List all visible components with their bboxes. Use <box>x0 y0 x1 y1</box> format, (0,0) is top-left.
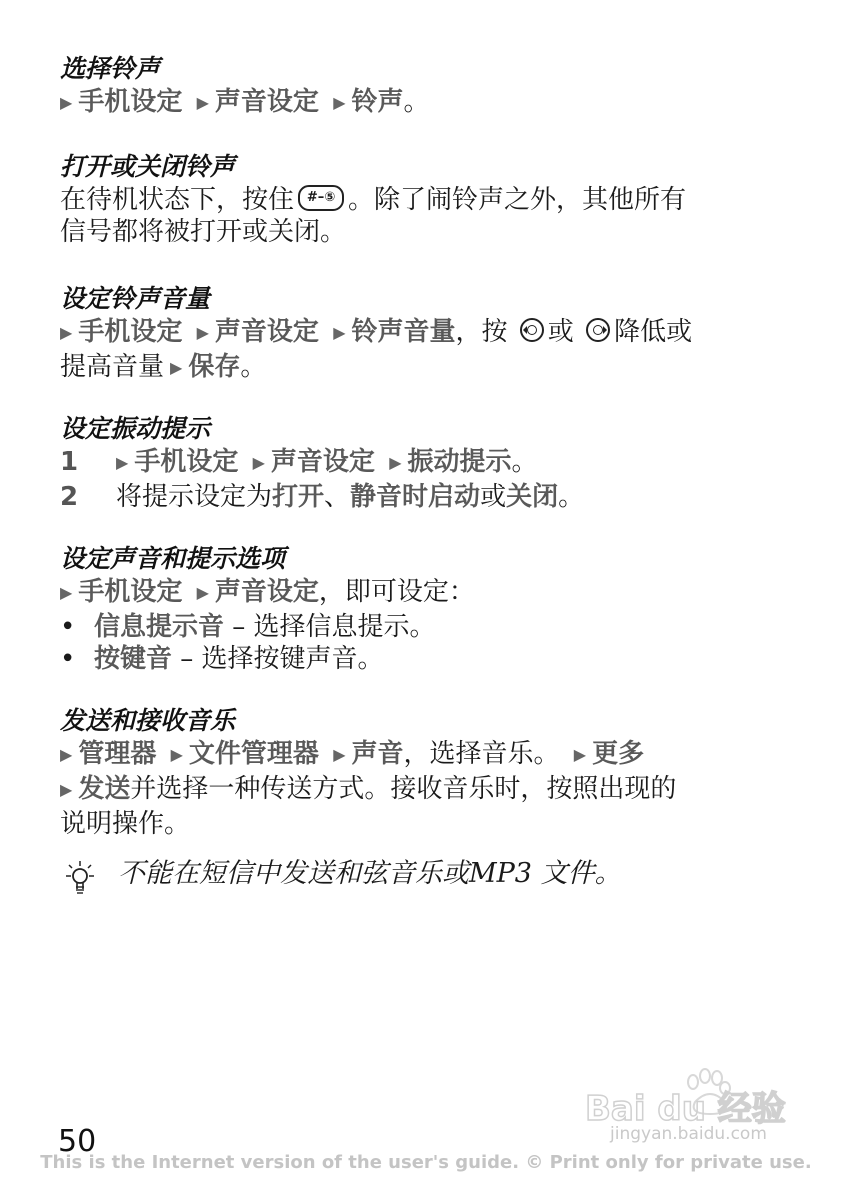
baidu-watermark-logo <box>585 1062 815 1162</box>
menu-path: 保存 <box>188 352 241 382</box>
menu-path: 声音设定 <box>214 577 319 607</box>
heading: 打开或关闭铃声 <box>60 152 236 181</box>
hash-key-icon: #–⑤ <box>298 185 344 211</box>
paragraph <box>60 576 800 611</box>
arrow-icon: ▶ <box>60 780 73 799</box>
arrow-icon: ▶ <box>60 323 73 342</box>
arrow-icon: ▶ <box>170 745 183 764</box>
arrow-icon: ▶ <box>389 453 402 472</box>
text: ，按 <box>455 317 508 347</box>
option-term: 关闭 <box>506 482 559 512</box>
page-number: 50 <box>58 1124 97 1159</box>
paragraph <box>60 184 800 216</box>
arrow-icon: ▶ <box>60 583 73 602</box>
menu-path: 声音设定 <box>214 87 319 117</box>
text: ，即可设定： <box>318 577 475 607</box>
text: 并选择一种传送方式。接收音乐时，按照出现的 <box>130 774 677 804</box>
section-sound-alert-options <box>60 542 800 675</box>
menu-path: 铃声 <box>351 87 404 117</box>
menu-path: 声音设定 <box>270 447 375 477</box>
text: 将提示设定为 <box>116 482 273 512</box>
menu-path: 铃声音量 <box>351 317 456 347</box>
option-term: 按键音 <box>94 644 173 674</box>
section-send-receive-music <box>60 704 800 840</box>
bullet-icon: • <box>60 644 76 674</box>
step-number: 1 <box>60 447 79 477</box>
watermark-logo-text: Bai du 经验 <box>585 1089 786 1129</box>
punct: 。 <box>240 352 267 382</box>
section-toggle-ringtone <box>60 150 800 248</box>
text: 在待机状态下，按住 <box>60 185 295 215</box>
step-2 <box>60 481 800 513</box>
menu-path: 发送 <box>78 774 131 804</box>
list-item <box>60 611 800 643</box>
heading: 设定铃声音量 <box>60 284 211 313</box>
arrow-icon: ▶ <box>116 453 129 472</box>
paragraph <box>60 86 800 121</box>
paragraph <box>60 738 800 773</box>
arrow-icon: ▶ <box>60 93 73 112</box>
bullet-icon: • <box>60 612 76 642</box>
arrow-icon: ▶ <box>252 453 265 472</box>
punct: 。 <box>511 447 538 477</box>
arrow-icon: ▶ <box>573 745 587 764</box>
menu-path: 手机设定 <box>78 577 183 607</box>
paragraph <box>60 316 800 351</box>
arrow-icon: ▶ <box>196 323 209 342</box>
text: 、 <box>324 482 351 512</box>
arrow-icon: ▶ <box>333 323 346 342</box>
heading: 设定振动提示 <box>60 414 211 443</box>
menu-path: 声音设定 <box>214 317 319 347</box>
menu-path: 手机设定 <box>78 317 183 347</box>
heading: 设定声音和提示选项 <box>60 544 286 573</box>
arrow-icon: ▶ <box>333 93 346 112</box>
paragraph: 说明操作。 <box>60 809 191 839</box>
punct: 。 <box>403 87 430 117</box>
menu-path: 手机设定 <box>78 87 183 117</box>
section-vibration-alert <box>60 412 800 513</box>
menu-path: 手机设定 <box>134 447 239 477</box>
text: 提高音量 <box>60 352 165 382</box>
heading: 选择铃声 <box>60 54 161 83</box>
punct: 。 <box>558 482 585 512</box>
text: 或 <box>547 317 574 347</box>
heading: 发送和接收音乐 <box>60 706 236 735</box>
paragraph <box>60 773 800 808</box>
menu-path: 振动提示 <box>407 447 512 477</box>
option-term: 信息提示音 <box>94 612 225 642</box>
step-number: 2 <box>60 482 79 512</box>
text: 降低或 <box>614 317 693 347</box>
tip-text: 不能在短信中发送和弦音乐或MP3 文件。 <box>118 858 622 889</box>
menu-path: 声音 <box>351 739 404 769</box>
text: 。除了闹铃声之外，其他所有 <box>348 185 687 215</box>
text: – 选择信息提示。 <box>224 612 436 642</box>
menu-path: 管理器 <box>78 739 157 769</box>
arrow-icon: ▶ <box>196 583 209 602</box>
option-term: 打开 <box>272 482 325 512</box>
text: 或 <box>480 482 507 512</box>
menu-path: 文件管理器 <box>188 739 319 769</box>
footer-disclaimer: This is the Internet version of the user's guide. © Print only for private use. <box>40 1152 812 1173</box>
text: – 选择按键声音。 <box>172 644 384 674</box>
lightbulb-icon <box>60 858 100 898</box>
nav-right-icon <box>586 318 610 342</box>
paragraph <box>60 351 800 386</box>
section-select-ringtone <box>60 52 800 121</box>
tip-note <box>60 856 800 892</box>
arrow-icon: ▶ <box>170 358 183 377</box>
arrow-icon: ▶ <box>333 745 346 764</box>
arrow-icon: ▶ <box>196 93 209 112</box>
arrow-icon: ▶ <box>60 745 73 764</box>
list-item <box>60 643 800 675</box>
nav-left-icon <box>520 318 544 342</box>
text: ，选择音乐。 <box>403 739 560 769</box>
watermark-url: jingyan.baidu.com <box>610 1124 767 1144</box>
step-1 <box>60 446 800 481</box>
paragraph: 信号都将被打开或关闭。 <box>60 217 347 247</box>
menu-path: 更多 <box>592 739 645 769</box>
option-term: 静音时启动 <box>350 482 481 512</box>
section-ringtone-volume <box>60 282 800 386</box>
